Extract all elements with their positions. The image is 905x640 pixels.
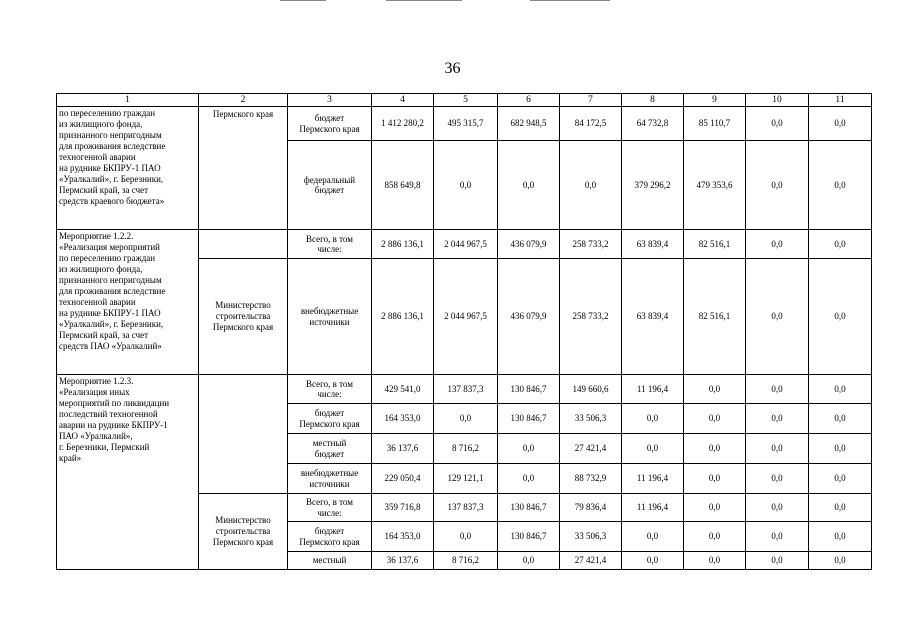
amount-cell: 0,0	[684, 375, 746, 404]
executor: Министерство строительства Пермского края	[199, 494, 288, 570]
amount-cell: 11 196,4	[622, 375, 684, 404]
activity-name: по переселению граждан из жилищного фонда, признанного непригодным для проживания вследствие техногенной аварии на руднике БКПРУ-1 ПАО «Уралкалий», г. Березники, Пермский край, за счет средств краевого бюджета»	[57, 107, 199, 230]
funding-source: Всего, в том числе:	[288, 375, 372, 404]
amount-cell: 88 732,9	[560, 464, 622, 494]
amount-cell: 85 110,7	[684, 107, 746, 141]
amount-cell: 0,0	[622, 404, 684, 434]
amount-cell: 11 196,4	[622, 464, 684, 494]
column-number: 2	[199, 94, 288, 107]
amount-cell: 0,0	[809, 259, 872, 375]
amount-cell: 82 516,1	[684, 230, 746, 259]
amount-cell: 33 506,3	[560, 404, 622, 434]
amount-cell: 36 137,6	[372, 552, 434, 570]
amount-cell: 1 412 280,2	[372, 107, 434, 141]
amount-cell: 0,0	[498, 552, 560, 570]
column-number: 7	[560, 94, 622, 107]
amount-cell: 0,0	[746, 230, 809, 259]
amount-cell: 8 716,2	[434, 552, 498, 570]
amount-cell: 137 837,3	[434, 494, 498, 522]
activity-name: Мероприятие 1.2.3. «Реализация иных мероприятий по ликвидации последствий техногенной аварии на руднике БКПРУ-1 ПАО «Уралкалий», г. Березники, Пермский край»	[57, 375, 199, 570]
activity-name: Мероприятие 1.2.2. «Реализация мероприятий по переселению граждан из жилищного фонда, признанного непригодным для проживания вследствие техногенной аварии на руднике БКПРУ-1 ПАО «Уралкалий», г. Березники, Пермский край, за счет средств ПАО «Уралкалий»	[57, 230, 199, 375]
amount-cell: 0,0	[746, 404, 809, 434]
amount-cell: 495 315,7	[434, 107, 498, 141]
amount-cell: 0,0	[684, 494, 746, 522]
amount-cell: 149 660,6	[560, 375, 622, 404]
amount-cell: 36 137,6	[372, 434, 434, 464]
amount-cell: 27 421,4	[560, 552, 622, 570]
amount-cell: 0,0	[622, 552, 684, 570]
amount-cell: 129 121,1	[434, 464, 498, 494]
amount-cell: 63 839,4	[622, 230, 684, 259]
amount-cell: 0,0	[809, 494, 872, 522]
amount-cell: 2 886 136,1	[372, 230, 434, 259]
executor	[199, 375, 288, 494]
funding-source: бюджет Пермского края	[288, 107, 372, 141]
amount-cell: 379 296,2	[622, 141, 684, 230]
amount-cell: 130 846,7	[498, 375, 560, 404]
amount-cell: 229 050,4	[372, 464, 434, 494]
amount-cell: 0,0	[809, 522, 872, 552]
budget-table	[56, 93, 872, 570]
amount-cell: 2 044 967,5	[434, 230, 498, 259]
funding-source: внебюджетные источники	[288, 259, 372, 375]
amount-cell: 682 948,5	[498, 107, 560, 141]
column-number: 8	[622, 94, 684, 107]
amount-cell: 0,0	[809, 464, 872, 494]
executor: Пермского края	[199, 107, 288, 230]
amount-cell: 0,0	[498, 434, 560, 464]
column-number: 9	[684, 94, 746, 107]
amount-cell: 82 516,1	[684, 259, 746, 375]
amount-cell: 0,0	[434, 141, 498, 230]
column-number: 11	[809, 94, 872, 107]
amount-cell: 0,0	[746, 375, 809, 404]
amount-cell: 359 716,8	[372, 494, 434, 522]
amount-cell: 0,0	[684, 464, 746, 494]
amount-cell: 2 886 136,1	[372, 259, 434, 375]
amount-cell: 11 196,4	[622, 494, 684, 522]
amount-cell: 0,0	[684, 522, 746, 552]
funding-source: бюджет Пермского края	[288, 404, 372, 434]
funding-source: местный бюджет	[288, 434, 372, 464]
executor	[199, 230, 288, 259]
amount-cell: 33 506,3	[560, 522, 622, 552]
amount-cell: 258 733,2	[560, 259, 622, 375]
amount-cell: 429 541,0	[372, 375, 434, 404]
amount-cell: 0,0	[809, 141, 872, 230]
amount-cell: 64 732,8	[622, 107, 684, 141]
amount-cell: 0,0	[434, 522, 498, 552]
column-number: 4	[372, 94, 434, 107]
funding-source: внебюджетные источники	[288, 464, 372, 494]
scan-edge-line	[386, 0, 462, 1]
amount-cell: 436 079,9	[498, 259, 560, 375]
amount-cell: 0,0	[560, 141, 622, 230]
table-row	[57, 107, 872, 141]
column-number: 10	[746, 94, 809, 107]
funding-source: местный	[288, 552, 372, 570]
amount-cell: 79 836,4	[560, 494, 622, 522]
amount-cell: 479 353,6	[684, 141, 746, 230]
amount-cell: 130 846,7	[498, 494, 560, 522]
amount-cell: 27 421,4	[560, 434, 622, 464]
page-number: 36	[444, 60, 461, 77]
funding-source: Всего, в том числе:	[288, 230, 372, 259]
amount-cell: 63 839,4	[622, 259, 684, 375]
amount-cell: 84 172,5	[560, 107, 622, 141]
amount-cell: 0,0	[746, 259, 809, 375]
funding-source: федеральный бюджет	[288, 141, 372, 230]
funding-source: Всего, в том числе:	[288, 494, 372, 522]
amount-cell: 137 837,3	[434, 375, 498, 404]
amount-cell: 0,0	[684, 434, 746, 464]
scan-edge-line	[530, 0, 610, 1]
column-number: 6	[498, 94, 560, 107]
amount-cell: 0,0	[746, 434, 809, 464]
executor: Министерство строительства Пермского края	[199, 259, 288, 375]
funding-source: бюджет Пермского края	[288, 522, 372, 552]
amount-cell: 0,0	[746, 464, 809, 494]
amount-cell: 8 716,2	[434, 434, 498, 464]
amount-cell: 130 846,7	[498, 404, 560, 434]
amount-cell: 0,0	[498, 141, 560, 230]
amount-cell: 0,0	[684, 404, 746, 434]
amount-cell: 0,0	[809, 552, 872, 570]
column-number: 5	[434, 94, 498, 107]
table-row	[57, 375, 872, 404]
amount-cell: 0,0	[809, 434, 872, 464]
amount-cell: 0,0	[746, 552, 809, 570]
amount-cell: 0,0	[809, 404, 872, 434]
amount-cell: 2 044 967,5	[434, 259, 498, 375]
amount-cell: 0,0	[622, 522, 684, 552]
amount-cell: 0,0	[746, 141, 809, 230]
table-row	[57, 230, 872, 259]
amount-cell: 858 649,8	[372, 141, 434, 230]
amount-cell: 0,0	[809, 230, 872, 259]
amount-cell: 0,0	[684, 552, 746, 570]
amount-cell: 258 733,2	[560, 230, 622, 259]
scan-edge-line	[280, 0, 326, 1]
amount-cell: 164 353,0	[372, 404, 434, 434]
amount-cell: 130 846,7	[498, 522, 560, 552]
amount-cell: 0,0	[746, 494, 809, 522]
amount-cell: 0,0	[434, 404, 498, 434]
amount-cell: 0,0	[746, 107, 809, 141]
amount-cell: 0,0	[622, 434, 684, 464]
column-number-row	[57, 94, 872, 107]
amount-cell: 0,0	[809, 375, 872, 404]
amount-cell: 164 353,0	[372, 522, 434, 552]
column-number: 3	[288, 94, 372, 107]
amount-cell: 436 079,9	[498, 230, 560, 259]
amount-cell: 0,0	[498, 464, 560, 494]
amount-cell: 0,0	[746, 522, 809, 552]
amount-cell: 0,0	[809, 107, 872, 141]
column-number: 1	[57, 94, 199, 107]
